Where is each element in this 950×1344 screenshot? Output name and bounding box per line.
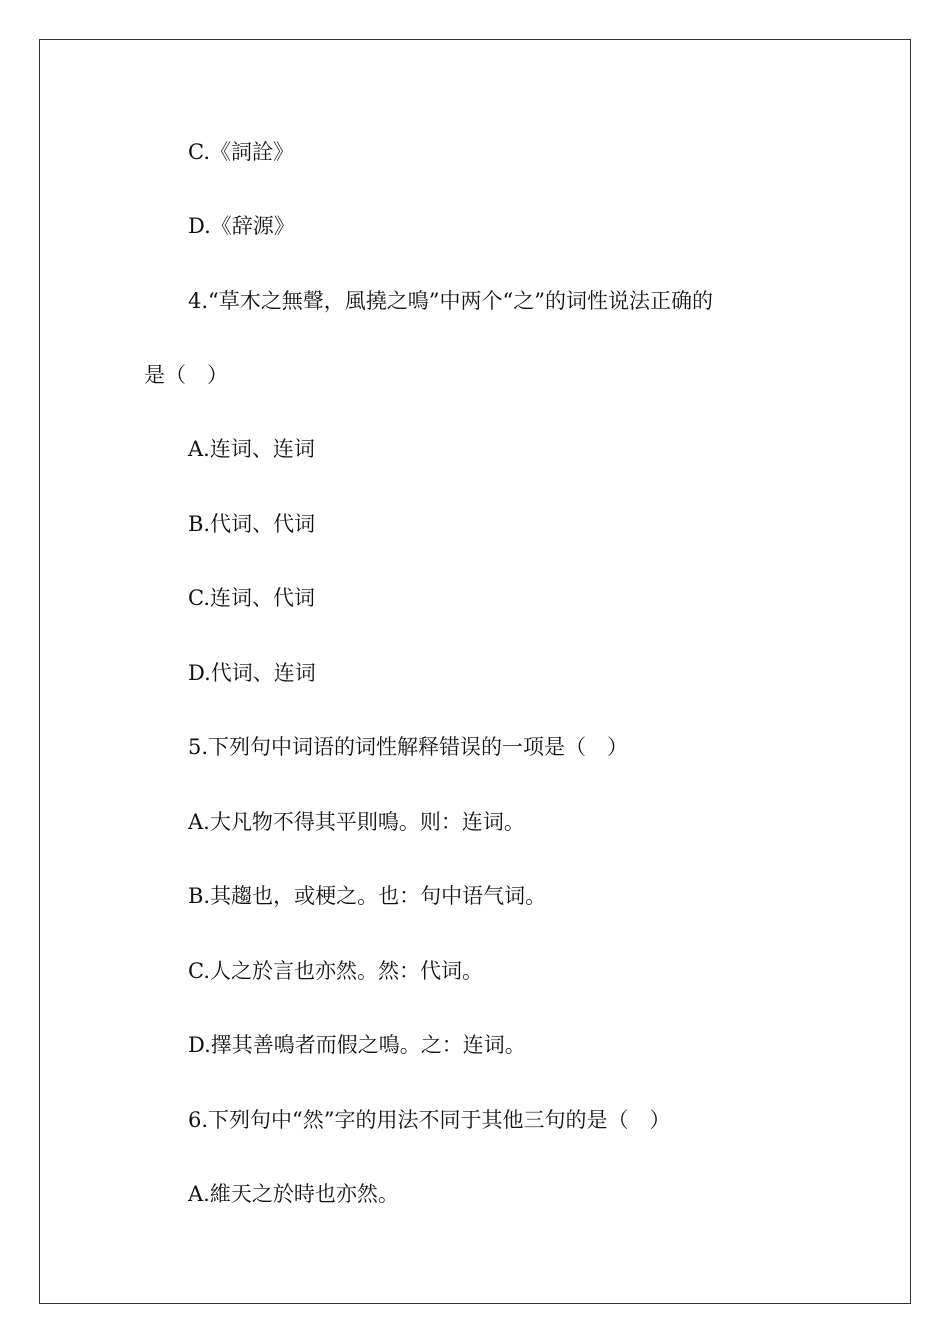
option-d-ciyuan: D.《辞源》 <box>188 214 295 238</box>
q5-option-b: B.其趨也，或梗之。也：句中语气词。 <box>188 884 547 908</box>
option-c-ciquan: C.《詞詮》 <box>188 140 294 164</box>
q4-option-b: B.代词、代词 <box>188 512 316 536</box>
q4-option-c: C.连词、代词 <box>188 586 315 610</box>
q5-option-d: D.擇其善鳴者而假之鳴。之：连词。 <box>188 1033 526 1057</box>
q4-option-a: A.连词、连词 <box>188 437 315 461</box>
q5-option-c: C.人之於言也亦然。然：代词。 <box>188 959 483 983</box>
q6-option-a: A.維天之於時也亦然。 <box>188 1182 399 1206</box>
q4-option-d: D.代词、连词 <box>188 661 316 685</box>
question-5-text: 5.下列句中词语的词性解释错误的一项是（ ） <box>188 735 629 759</box>
question-4-continuation: 是（ ） <box>144 363 228 387</box>
q5-option-a: A.大凡物不得其平則鳴。则：连词。 <box>188 810 525 834</box>
question-4-text: 4.“草木之無聲，風撓之鳴”中两个“之”的词性说法正确的 <box>188 289 713 313</box>
question-6-text: 6.下列句中“然”字的用法不同于其他三句的是（ ） <box>188 1108 671 1132</box>
